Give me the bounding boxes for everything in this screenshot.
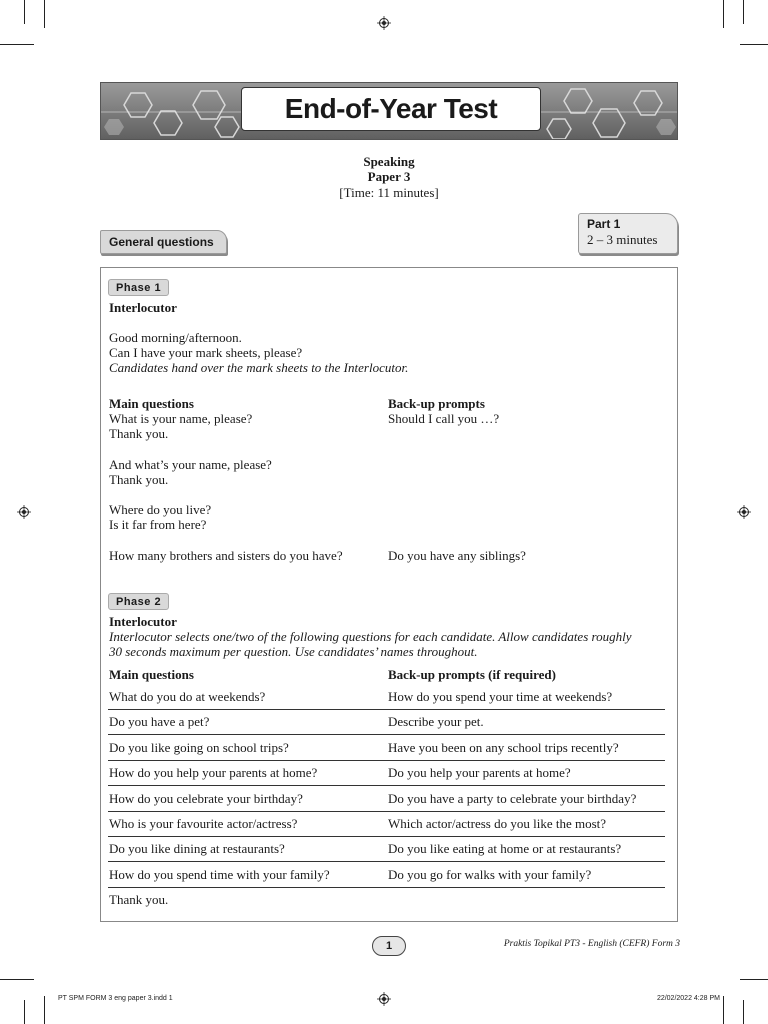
instruction-text: Candidates hand over the mark sheets to the Interlocutor. — [109, 360, 409, 375]
table-row-main: How do you spend time with your family? — [109, 867, 330, 882]
part-tab — [578, 213, 678, 254]
crop-mark — [44, 996, 45, 1024]
crop-mark — [743, 0, 744, 24]
table-row-backup: Do you help your parents at home? — [388, 765, 571, 780]
crop-mark — [740, 979, 768, 980]
row-divider — [108, 785, 665, 786]
title-banner — [100, 82, 678, 140]
table-row-main: Do you have a pet? — [109, 714, 210, 729]
row-divider — [108, 734, 665, 735]
table-row-main: Do you like going on school trips? — [109, 740, 289, 755]
crop-mark — [24, 0, 25, 24]
main-question: Where do you live? — [109, 502, 212, 517]
main-question: How many brothers and sisters do you have? — [109, 548, 343, 563]
heading-paper: Paper 3 — [367, 169, 411, 184]
greeting-line: Can I have your mark sheets, please? — [109, 345, 303, 360]
table-row-backup: Describe your pet. — [388, 714, 484, 729]
phase-2-badge: Phase 2 — [108, 593, 169, 610]
row-divider — [108, 836, 665, 837]
registration-mark-icon — [17, 505, 31, 519]
part-time: 2 – 3 minutes — [587, 232, 658, 247]
row-divider — [108, 760, 665, 761]
crop-mark — [743, 1000, 744, 1024]
table-row-main: What do you do at weekends? — [109, 689, 266, 704]
thanks-text: Thank you. — [109, 472, 169, 487]
table-row-backup: Do you like eating at home or at restaurants? — [388, 841, 622, 856]
closing-text: Thank you. — [109, 892, 169, 907]
backup-prompts-header: Back-up prompts (if required) — [388, 667, 556, 682]
crop-mark — [24, 1000, 25, 1024]
book-title: Praktis Topikal PT3 - English (CEFR) Form 3 — [503, 939, 680, 949]
instruction-text: 30 seconds maximum per question. Use candidates’ names throughout. — [109, 644, 478, 659]
registration-mark-icon — [377, 992, 391, 1006]
crop-mark — [44, 0, 45, 28]
phase-1-badge: Phase 1 — [108, 279, 169, 296]
main-questions-header: Main questions — [109, 396, 194, 411]
page-number: 1 — [372, 936, 406, 956]
backup-prompt: Do you have any siblings? — [388, 548, 526, 563]
table-row-main: How do you celebrate your birthday? — [109, 791, 303, 806]
phase-1-role: Interlocutor — [109, 300, 177, 315]
instruction-text: Interlocutor selects one/two of the following questions for each candidate. Allow candidates roughly — [109, 629, 632, 644]
slug-date: 22/02/2022 4:28 PM — [656, 995, 720, 1002]
crop-mark — [740, 44, 768, 45]
phase-2-role: Interlocutor — [109, 614, 177, 629]
table-row-backup: Do you go for walks with your family? — [388, 867, 592, 882]
page-title: End-of-Year Test — [284, 93, 498, 124]
table-row-main: Do you like dining at restaurants? — [109, 841, 285, 856]
main-question: Is it far from here? — [109, 517, 207, 532]
crop-mark — [723, 0, 724, 28]
heading-time: [Time: 11 minutes] — [339, 185, 439, 200]
table-row-backup: Do you have a party to celebrate your birthday? — [388, 791, 637, 806]
thanks-text: Thank you. — [109, 426, 169, 441]
registration-mark-icon — [377, 16, 391, 30]
backup-prompts-header: Back-up prompts — [388, 396, 485, 411]
heading-speaking: Speaking — [363, 154, 415, 169]
row-divider — [108, 709, 665, 710]
table-row-backup: Which actor/actress do you like the most? — [388, 816, 607, 831]
table-row-main: How do you help your parents at home? — [109, 765, 318, 780]
slug-file: PT SPM FORM 3 eng paper 3.indd 1 — [58, 995, 173, 1002]
crop-mark — [0, 979, 34, 980]
main-question: And what’s your name, please? — [109, 457, 272, 472]
banner-title-box — [241, 87, 541, 131]
backup-prompt: Should I call you …? — [388, 411, 500, 426]
main-question: What is your name, please? — [109, 411, 253, 426]
greeting-line: Good morning/afternoon. — [109, 330, 242, 345]
registration-mark-icon — [737, 505, 751, 519]
section-tab-general-questions: General questions — [100, 230, 227, 254]
crop-mark — [723, 996, 724, 1024]
table-row-backup: How do you spend your time at weekends? — [388, 689, 613, 704]
row-divider — [108, 811, 665, 812]
row-divider — [108, 861, 665, 862]
table-row-backup: Have you been on any school trips recently? — [388, 740, 619, 755]
table-row-main: Who is your favourite actor/actress? — [109, 816, 298, 831]
row-divider — [108, 887, 665, 888]
crop-mark — [0, 44, 34, 45]
part-label: Part 1 — [587, 217, 621, 231]
main-questions-header: Main questions — [109, 667, 194, 682]
